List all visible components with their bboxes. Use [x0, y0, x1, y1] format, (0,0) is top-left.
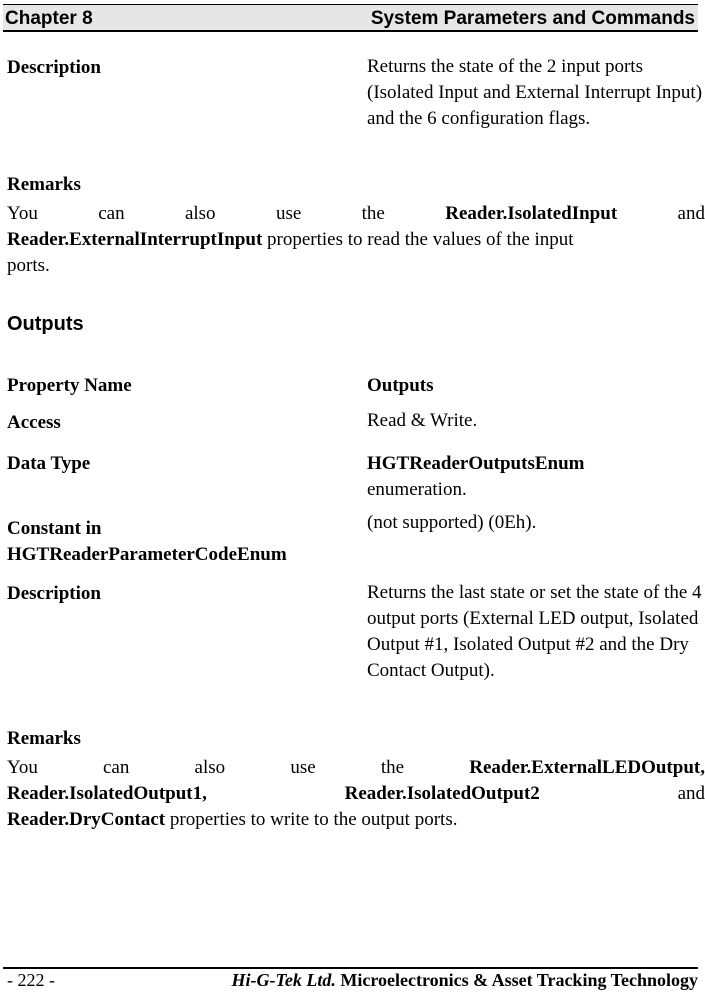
footer-rule: [3, 967, 698, 969]
chapter-label: Chapter 8: [5, 8, 93, 29]
remarks-line-3: ports.: [7, 255, 50, 276]
property-name-value: Outputs: [367, 375, 434, 396]
property-name-label: Property Name: [7, 375, 132, 396]
remarks-line-2: Reader.ExternalInterruptInput properties to read the values of the input: [7, 229, 574, 250]
outputs-description-label: Description: [7, 583, 101, 604]
page-number: - 222 -: [7, 970, 55, 990]
outputs-remarks-label: Remarks: [7, 728, 81, 749]
access-value: Read & Write.: [367, 410, 478, 431]
data-type-label: Data Type: [7, 453, 91, 474]
access-label: Access: [7, 412, 61, 433]
outputs-description-value: Returns the last state or set the state of the 4 output ports (External LED output, Isolated Output #1, Isolated Output #2 and the Dry Contact Output).: [367, 582, 702, 681]
remarks-label: Remarks: [7, 174, 81, 195]
outputs-remarks-line-3: Reader.DryContact properties to write to the output ports.: [7, 809, 458, 830]
description-label: Description: [7, 57, 101, 78]
footer-company: Hi-G-Tek Ltd. Microelectronics & Asset Tracking Technology: [231, 970, 698, 990]
chapter-title: System Parameters and Commands: [370, 8, 695, 29]
description-value: Returns the state of the 2 input ports (Isolated Input and External Interrupt Input) and the 6 configuration flags.: [367, 56, 703, 129]
page-footer: [7, 970, 698, 991]
remarks-line-1: You can also use the Reader.IsolatedInput and: [7, 203, 705, 224]
outputs-remarks-line-2: Reader.IsolatedOutput1, Reader.IsolatedOutput2 and: [7, 783, 705, 804]
constant-value: (not supported) (0Eh).: [367, 512, 537, 533]
outputs-heading: Outputs: [7, 313, 84, 335]
page-header: [3, 4, 698, 32]
constant-label: Constant in HGTReaderParameterCodeEnum: [7, 518, 287, 565]
outputs-remarks-line-1: You can also use the Reader.ExternalLEDOutput,: [7, 757, 705, 778]
data-type-value: HGTReaderOutputsEnum enumeration.: [367, 453, 585, 500]
